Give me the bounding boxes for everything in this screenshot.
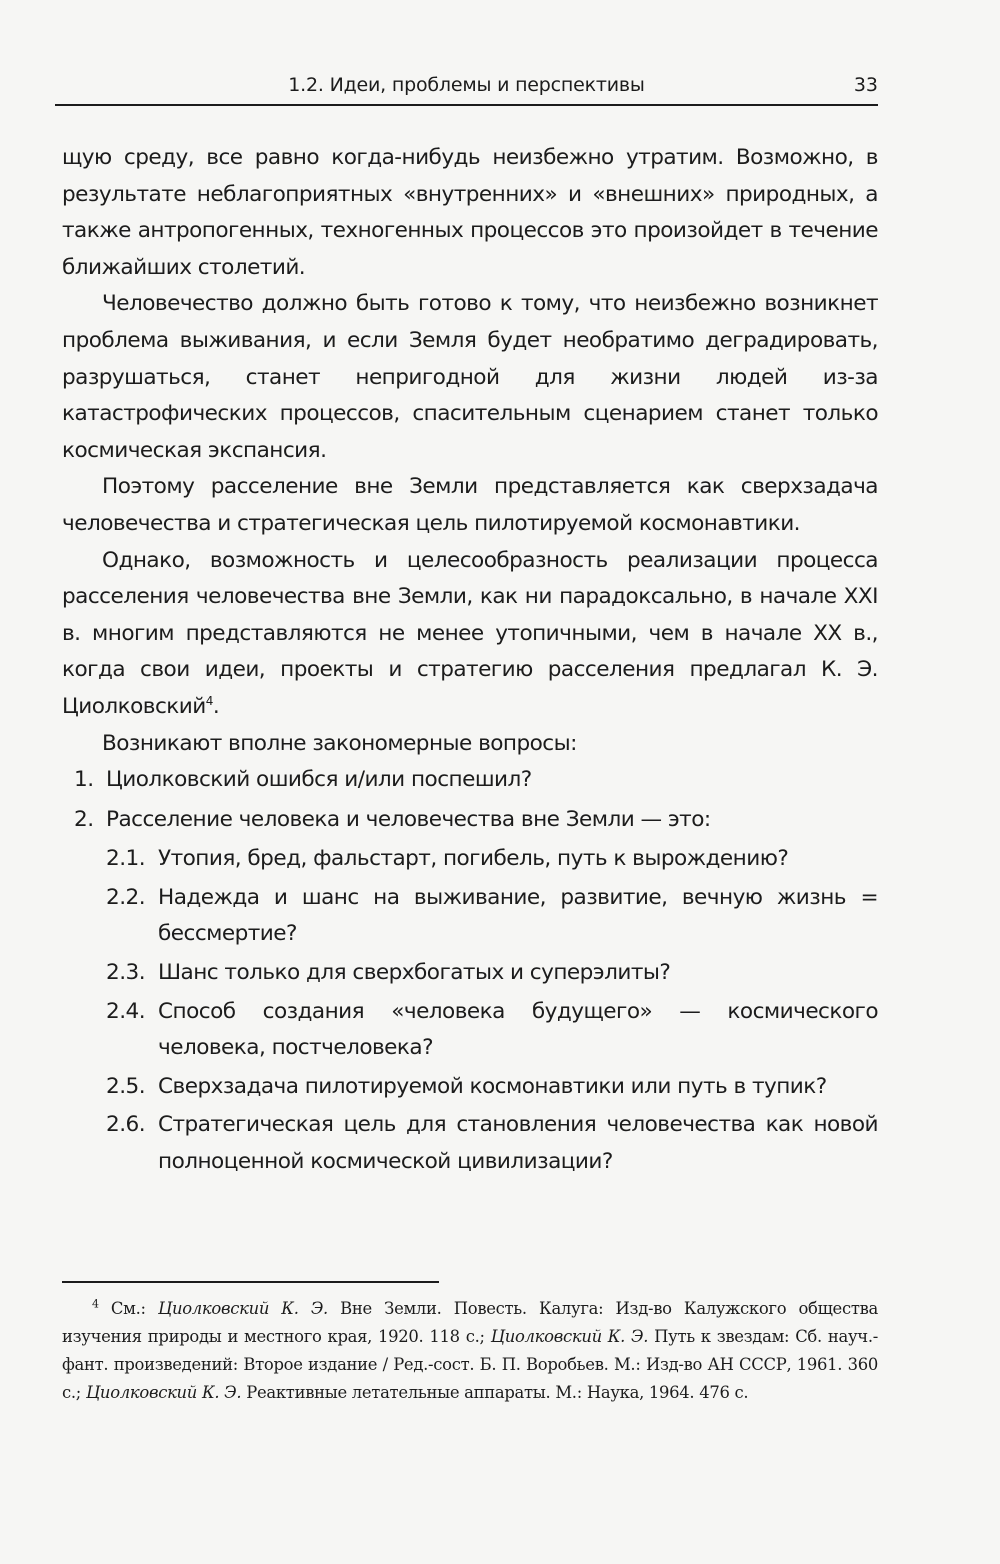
sublist-item-number: 2.6. (106, 1112, 146, 1138)
footnote-author-2: Циолковский К. Э. (490, 1327, 649, 1346)
sublist-item (62, 1107, 878, 1180)
footnote-mark: 4 (92, 1297, 99, 1311)
paragraph-4: Однако, возможность и целесообразность реализации процесса расселения человечества вне Земли, как ни парадоксально, в начале XXI в. многим представляются не менее утопичными, чем в начале XX в., когда свои идеи, проекты и стратегию расселения предлагал К. Э. Циолковский$^4$. (62, 547, 878, 719)
question-list (62, 762, 878, 1181)
section-title: 1.2. Идеи, проблемы и перспективы (288, 74, 645, 96)
sublist-item-number: 2.2. (106, 884, 146, 910)
footnote-separator (62, 1281, 439, 1283)
sublist-item (62, 955, 878, 992)
paragraph-1: щую среду, все равно когда-нибудь неизбежно утратим. Возможно, в результате неблагоприятных «внутренних» и «внешних» природных, а также антропогенных, техногенных процессов это произойдет в течение ближайших столетий. (62, 145, 878, 280)
sublist-item-text: Сверхзадача пилотируемой космонавтики или путь в тупик? (158, 1073, 827, 1099)
sublist-item-number: 2.4. (106, 998, 146, 1024)
page-number: 33 (853, 74, 878, 96)
running-head (55, 74, 878, 104)
footnote-text-2: Вне Земли. Повесть. Калуга: Изд-во Калужского общества изучения природы и местного края, 1920. 118 с.; (62, 1299, 879, 1346)
sublist-item-text: Шанс только для сверхбогатых и суперэлиты? (158, 960, 671, 986)
list-item (62, 762, 878, 799)
footnote-reference[interactable]: 4 (205, 693, 213, 708)
footnote-text-3: Путь к звездам: Сб. науч.-фант. произведений: Второе издание / Ред.-сост. Б. П. Воробьев. М.: Изд-во АН СССР, 1961. 360 с.; (62, 1327, 878, 1402)
sublist-item-number: 2.3. (106, 960, 146, 986)
footnote-author-1: Циолковский К. Э. (157, 1299, 328, 1318)
body-text (62, 140, 878, 1181)
sublist-item-number: 2.1. (106, 846, 146, 872)
sublist-item (62, 880, 878, 953)
sublist-item (62, 841, 878, 878)
sublist-item-number: 2.5. (106, 1073, 146, 1099)
footnote-text-4: Реактивные летательные аппараты. М.: Наука, 1964. 476 с. (241, 1383, 749, 1402)
list-item-number: 2. (74, 806, 94, 832)
paragraph-4-text: Однако, возможность и целесообразность реализации процесса расселения человечества вне Земли, как ни парадоксально, в начале XXI в. многим представляются не менее утопичными, чем в начале XX в., когда свои идеи, проекты и стратегию расселения предлагал К. Э. Циолковский (62, 547, 878, 719)
list-item (62, 802, 878, 839)
paragraph-2: Человечество должно быть готово к тому, что неизбежно возникнет проблема выживания, и если Земля будет необратимо деградировать, разрушаться, станет непригодной для жизни людей из-за катастрофических процессов, спасительным сценарием станет только космическая экспансия. (62, 291, 878, 463)
footnote-author-3: Циолковский К. Э. (85, 1383, 242, 1402)
questions-intro: Возникают вполне закономерные вопросы: (102, 730, 577, 756)
list-item-number: 1. (74, 767, 94, 793)
sublist-item-text: Способ создания «человека будущего» — космического человека, постчеловека? (158, 998, 878, 1061)
list-item-text: Расселение человека и человечества вне Земли — это: (106, 806, 711, 832)
sublist-item-text: Утопия, бред, фальстарт, погибель, путь к вырождению? (158, 846, 789, 872)
sublist-item-text: Стратегическая цель для становления человечества как новой полноценной космической цивилизации? (158, 1112, 878, 1175)
sublist-item (62, 994, 878, 1067)
list-item-text: Циолковский ошибся и/или поспешил? (106, 767, 532, 793)
sublist-item (62, 1069, 878, 1106)
footnote-text-1: См.: (110, 1299, 158, 1318)
footnote (62, 1295, 878, 1407)
header-rule (55, 104, 878, 106)
sublist-item-text: Надежда и шанс на выживание, развитие, вечную жизнь = бессмертие? (158, 884, 878, 947)
paragraph-3: Поэтому расселение вне Земли представляется как сверхзадача человечества и стратегическая цель пилотируемой космонавтики. (62, 474, 878, 536)
